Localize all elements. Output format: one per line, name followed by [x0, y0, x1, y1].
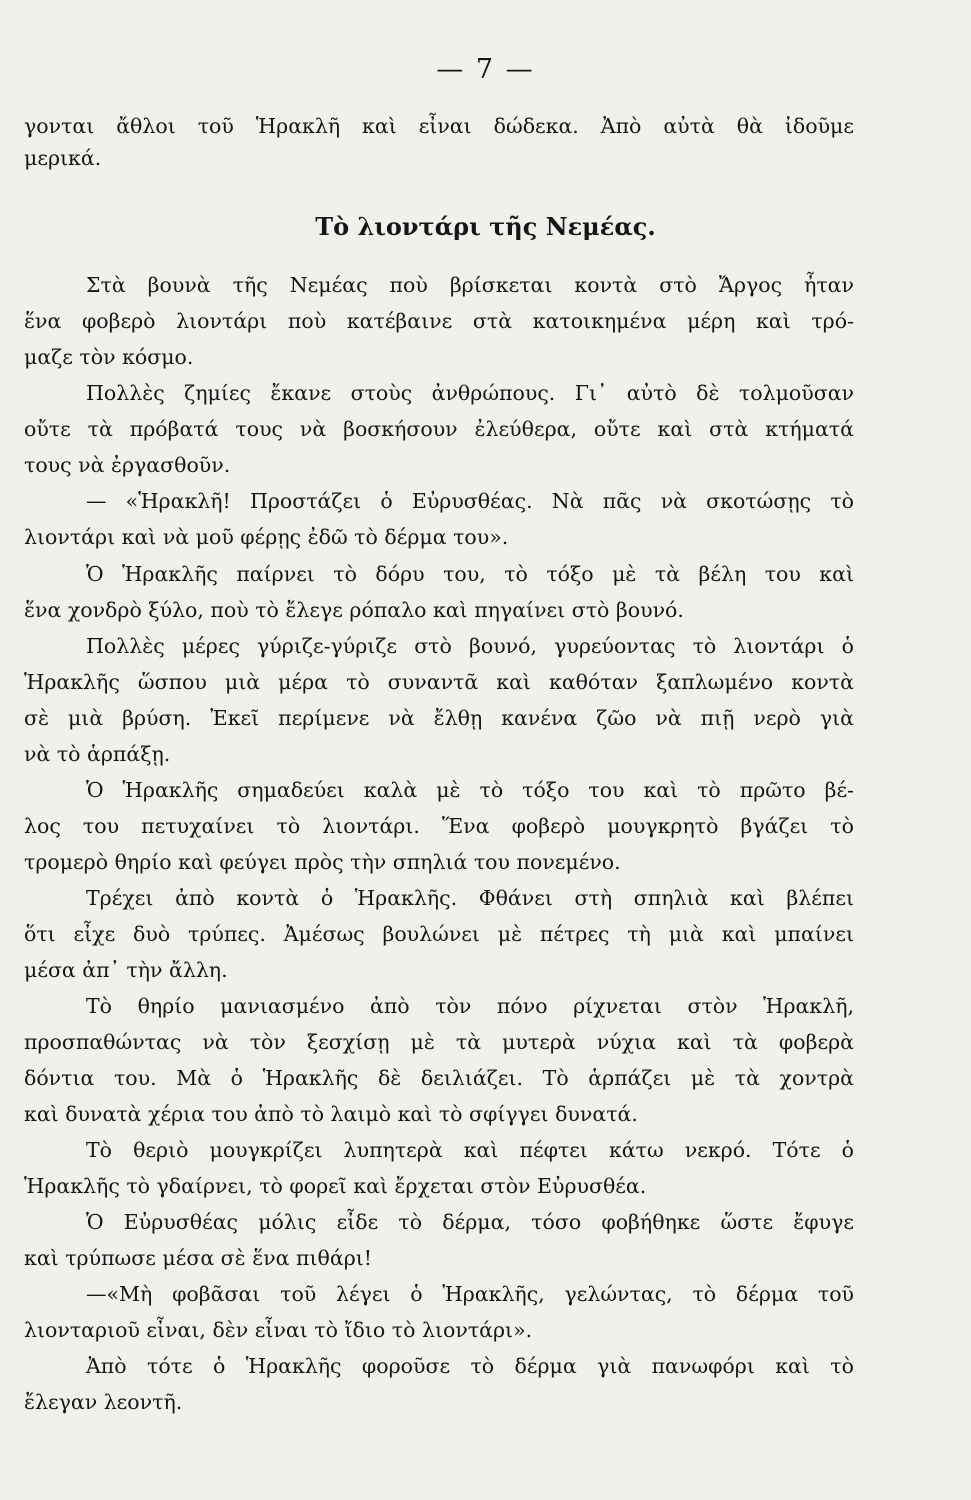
text-line: Ἡρακλῆς τὸ γδαίρνει, τὸ φορεῖ καὶ ἔρχεται στὸν Εὐρυσθέα. [24, 1174, 647, 1198]
text-line: Στὰ βουνὰ τῆς Νεμέας ποὺ βρίσκεται κοντὰ στὸ Ἄργος ἦταν [86, 273, 854, 297]
text-line: Ὁ Ἡρακλῆς παίρνει τὸ δόρυ του, τὸ τόξο μὲ τὰ βέλη του καὶ [86, 562, 854, 586]
text-line: Τρέχει ἀπὸ κοντὰ ὁ Ἡρακλῆς. Φθάνει στὴ σπηλιὰ καὶ βλέπει [86, 886, 854, 910]
text-line: μέσα ἀπ᾿ τὴν ἄλλη. [24, 958, 228, 982]
text-line: ἔλεγαν λεοντῆ. [24, 1390, 183, 1414]
text-line: Ὁ Εὐρυσθέας μόλις εἶδε τὸ δέρμα, τόσο φοβήθηκε ὥστε ἔφυγε [86, 1210, 854, 1234]
text-line: καὶ τρύπωσε μέσα σὲ ἕνα πιθάρι! [24, 1246, 373, 1270]
text-line: δόντια του. Μὰ ὁ Ἡρακλῆς δὲ δειλιάζει. Τὸ ἁρπάζει μὲ τὰ χοντρὰ [24, 1066, 854, 1090]
text-line: λος του πετυχαίνει τὸ λιοντάρι. Ἕνα φοβερὸ μουγκρητὸ βγάζει τὸ [24, 814, 854, 838]
text-line: —«Μὴ φοβᾶσαι τοῦ λέγει ὁ Ἡρακλῆς, γελώντας, τὸ δέρμα τοῦ [86, 1282, 854, 1306]
text-line: νὰ τὸ ἁρπάξῃ. [24, 742, 171, 766]
text-line: προσπαθώντας νὰ τὸν ξεσχίσῃ μὲ τὰ μυτερὰ νύχια καὶ τὰ φοβερὰ [24, 1030, 854, 1054]
text-line: Ἡρακλῆς ὥσπου μιὰ μέρα τὸ συναντᾶ καὶ καθόταν ξαπλωμένο κοντὰ [24, 670, 854, 694]
text-line: καὶ δυνατὰ χέρια του ἀπὸ τὸ λαιμὸ καὶ τὸ σφίγγει δυνατά. [24, 1102, 638, 1126]
page-number: — 7 — [436, 54, 535, 85]
text-line: Ἀπὸ τότε ὁ Ἡρακλῆς φοροῦσε τὸ δέρμα γιὰ πανωφόρι καὶ τὸ [86, 1354, 854, 1378]
text-line: μερικά. [24, 146, 102, 170]
text-line: λιονταριοῦ εἶναι, δὲν εἶναι τὸ ἴδιο τὸ λιοντάρι». [24, 1318, 533, 1342]
text-line: Πολλὲς ζημίες ἔκανε στοὺς ἀνθρώπους. Γι᾿ αὐτὸ δὲ τολμοῦσαν [86, 381, 854, 405]
text-line: Τὸ θηρίο μανιασμένο ἀπὸ τὸν πόνο ρίχνεται στὸν Ἡρακλῆ, [86, 994, 854, 1018]
text-line: τους νὰ ἐργασθοῦν. [24, 453, 231, 477]
text-line: Τὸ θεριὸ μουγκρίζει λυπητερὰ καὶ πέφτει κάτω νεκρό. Τότε ὁ [86, 1138, 854, 1162]
text-line: οὔτε τὰ πρόβατά τους νὰ βοσκήσουν ἐλεύθερα, οὔτε καὶ στὰ κτήματά [24, 417, 854, 441]
text-line: γονται ἄθλοι τοῦ Ἡρακλῆ καὶ εἶναι δώδεκα. Ἀπὸ αὐτὰ θὰ ἰδοῦμε [24, 114, 854, 138]
text-line: λιοντάρι καὶ νὰ μοῦ φέρῃς ἐδῶ τὸ δέρμα του». [24, 525, 509, 549]
text-line: σὲ μιὰ βρύση. Ἐκεῖ περίμενε νὰ ἔλθῃ κανένα ζῶο νὰ πιῇ νερὸ γιὰ [24, 706, 854, 730]
text-line: Ὁ Ἡρακλῆς σημαδεύει καλὰ μὲ τὸ τόξο του καὶ τὸ πρῶτο βέ- [86, 778, 854, 802]
text-line: ἕνα χονδρὸ ξύλο, ποὺ τὸ ἔλεγε ρόπαλο καὶ πηγαίνει στὸ βουνό. [24, 598, 684, 622]
text-line: τρομερὸ θηρίο καὶ φεύγει πρὸς τὴν σπηλιά του πονεμένο. [24, 850, 621, 874]
text-line: μαζε τὸν κόσμο. [24, 345, 194, 369]
text-line: ὅτι εἶχε δυὸ τρύπες. Ἀμέσως βουλώνει μὲ πέτρες τὴ μιὰ καὶ μπαίνει [24, 922, 854, 946]
text-line: ἕνα φοβερὸ λιοντάρι ποὺ κατέβαινε στὰ κατοικημένα μέρη καὶ τρό- [24, 309, 854, 333]
text-line: — «Ἡρακλῆ! Προστάζει ὁ Εὐρυσθέας. Νὰ πᾶς νὰ σκοτώσῃς τὸ [86, 489, 854, 513]
text-line: Πολλὲς μέρες γύριζε-γύριζε στὸ βουνό, γυρεύοντας τὸ λιοντάρι ὁ [86, 634, 854, 658]
section-title: Τὸ λιοντάρι τῆς Νεμέας. [315, 212, 656, 241]
